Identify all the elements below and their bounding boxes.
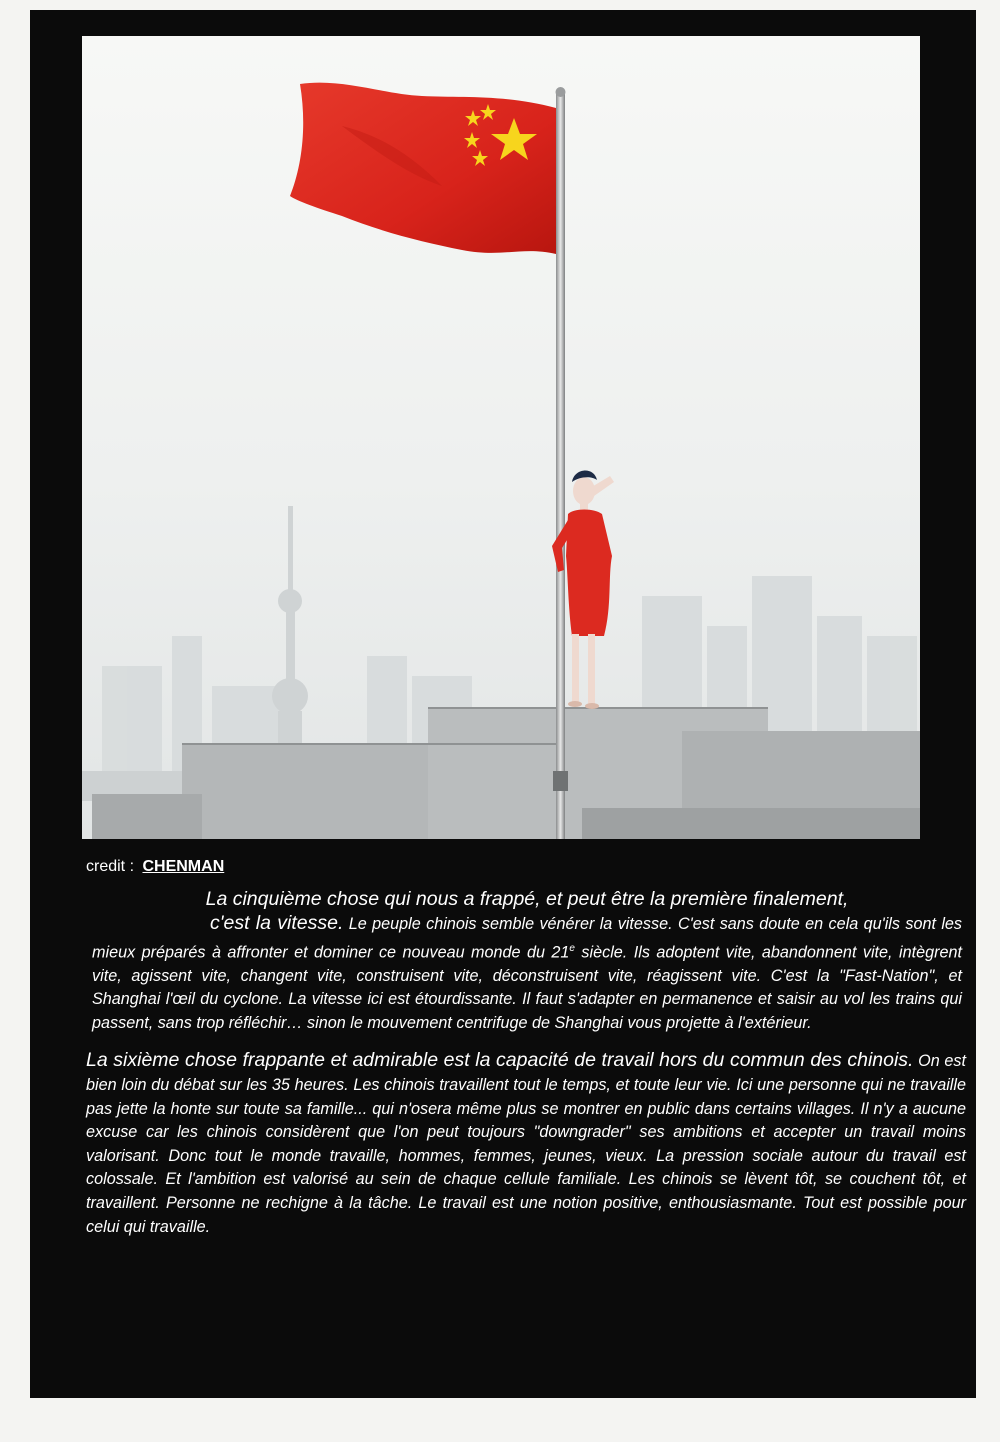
- photo-flag-rooftop: [82, 36, 920, 839]
- photo-credit: [86, 858, 966, 876]
- black-article-panel: [30, 10, 976, 1398]
- photo-illustration: [82, 36, 920, 839]
- article-text: [86, 858, 966, 1239]
- paragraph-work-body: On est bien loin du débat sur les 35 heures. Les chinois travaillent tout le temps, et toute leur vie. Ici une personne qui ne travaille pas jette la honte sur toute sa famille... qui n'osera même plus se montrer en public dans certains villages. Il n'y a aucune excuse car les chinois considèrent que l'on peut toujours "downgrader" ses ambitions et accepter un travail moins valorisant. Donc tout le monde travaille, hommes, femmes, jeunes, vieux. La pression sociale autour du travail est colossale. Et l'ambition est valorisé au sein de chaque cellule familiale. Les chinois se lèvent tôt, se couchent tôt, et travaillent. Personne ne rechigne à la tâche. Le travail est une notion positive, enthousiasmante. Tout est possible pour celui qui travaille.: [86, 1052, 966, 1236]
- paragraph-speed-body-end: siècle. Ils adoptent vite, abandonnent vite, intègrent vite, agissent vite, changent vite, construisent vite, déconstruisent vite, réagissent vite. C'est la "Fast-Nation", et Shanghai l'œil du cyclone. La vitesse ici est étourdissante. Il faut s'adapter en permanence et saisir au vol les trains qui passent, sans trop réfléchir… sinon le mouvement centrifuge de Shanghai vous projette à l'extérieur.: [92, 942, 962, 1032]
- credit-label: credit :: [86, 858, 135, 875]
- paragraph-work-lead: La sixième chose frappante et admirable est la capacité de travail hors du commun des chinois.: [86, 1049, 914, 1072]
- flag-pole: [556, 94, 565, 839]
- century-superscript: e: [569, 942, 575, 954]
- paragraph-speed-lead-line2: c'est la vitesse.: [210, 912, 344, 934]
- paragraph-speed-lead-line1: La cinquième chose qui nous a frappé, et peut être la première finalement,: [205, 888, 849, 910]
- paragraph-speed: [92, 886, 962, 1035]
- paragraph-work: [86, 1049, 966, 1239]
- paragraph-speed-body-start: Le peuple chinois semble vénérer la vitesse. C'est sans doute en cela qu'ils sont les mieux préparés à affronter et dominer ce nouveau monde du 21: [92, 915, 963, 961]
- credit-name-link[interactable]: CHENMAN: [142, 858, 225, 875]
